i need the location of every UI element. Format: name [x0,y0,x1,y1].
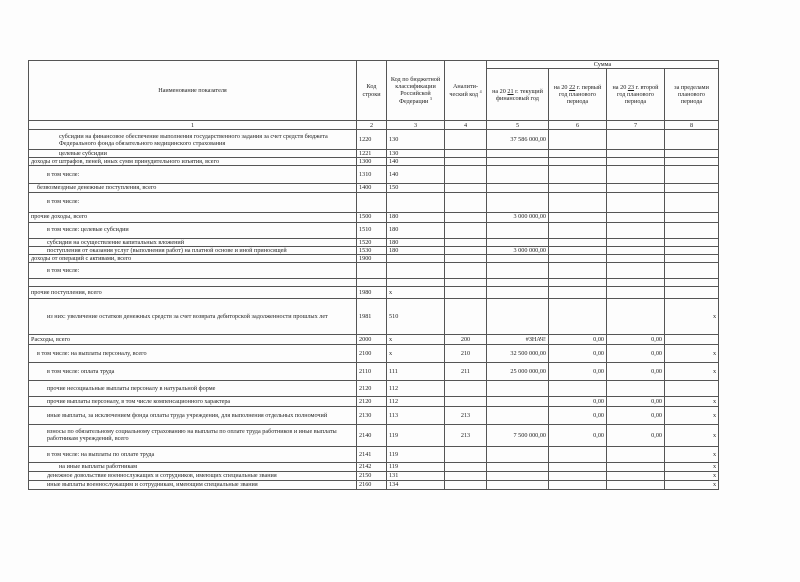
table-row [29,344,719,362]
row-sum-beyond [665,254,719,262]
table-row [29,254,719,262]
row-name: прочие доходы, всего [29,212,357,222]
header-beyond: за пределами планового периода [665,69,719,121]
row-sum-plan1 [549,286,607,298]
row-name: из них: увеличение остатков денежных средств за счет возврата дебиторской задолженности прошлых лет [29,298,357,334]
row-code: 2160 [357,480,387,489]
row-sum-plan1 [549,184,607,192]
row-analytic-code [445,246,487,254]
row-sum-plan2 [607,286,665,298]
table-row [29,424,719,446]
col-num-1: 1 [29,121,357,130]
row-sum-plan1 [549,246,607,254]
table-row [29,222,719,238]
row-sum-plan2 [607,130,665,150]
row-sum-plan1 [549,262,607,278]
row-sum-current: 3 000 000,00 [487,246,549,254]
row-name: прочие поступления, всего [29,286,357,298]
header-year2: на 20 22 г. первый год планового периода [549,69,607,121]
row-analytic-code [445,254,487,262]
row-sum-plan1 [549,150,607,158]
row-code [357,278,387,286]
col-num-8: 8 [665,121,719,130]
header-year3: на 20 23 г. второй год планового периода [607,69,665,121]
row-analytic-code [445,480,487,489]
row-sum-plan2 [607,462,665,471]
row-sum-beyond: х [665,362,719,380]
row-sum-plan1: 0,00 [549,362,607,380]
row-sum-plan2 [607,212,665,222]
row-sum-current [487,396,549,406]
row-sum-current: 25 000 000,00 [487,362,549,380]
row-analytic-code [445,462,487,471]
row-sum-plan2 [607,278,665,286]
row-sum-plan2 [607,246,665,254]
row-code: 2142 [357,462,387,471]
row-sum-beyond: х [665,446,719,462]
row-budget-code: 119 [387,424,445,446]
row-code: 1520 [357,238,387,246]
row-budget-code: 140 [387,158,445,166]
row-code: 2141 [357,446,387,462]
row-code: 2110 [357,362,387,380]
row-sum-current [487,222,549,238]
row-sum-current [487,298,549,334]
row-budget-code: 112 [387,380,445,396]
table-row [29,396,719,406]
row-sum-plan1: 0,00 [549,396,607,406]
table-row [29,184,719,192]
row-code: 1530 [357,246,387,254]
row-analytic-code [445,396,487,406]
row-sum-plan2 [607,480,665,489]
row-budget-code: 112 [387,396,445,406]
row-sum-current [487,286,549,298]
row-sum-beyond [665,286,719,298]
row-code: 2150 [357,471,387,480]
row-sum-plan1 [549,222,607,238]
row-budget-code: 134 [387,480,445,489]
row-analytic-code: 213 [445,424,487,446]
row-code: 1981 [357,298,387,334]
financial-plan-table [28,60,719,490]
row-budget-code: 119 [387,446,445,462]
row-name: Расходы, всего [29,334,357,344]
row-analytic-code [445,238,487,246]
row-name: иные выплаты, за исключением фонда оплаты труда учреждения, для выполнения отдельных полномочий [29,406,357,424]
row-sum-plan2 [607,150,665,158]
row-budget-code: х [387,286,445,298]
table-row [29,150,719,158]
table-row [29,334,719,344]
table-row [29,262,719,278]
row-sum-plan1: 0,00 [549,344,607,362]
row-sum-current: 32 500 000,00 [487,344,549,362]
row-budget-code: 113 [387,406,445,424]
row-analytic-code: 200 [445,334,487,344]
row-sum-beyond [665,222,719,238]
row-sum-plan2: 0,00 [607,344,665,362]
row-analytic-code [445,286,487,298]
row-sum-beyond: х [665,480,719,489]
row-budget-code: 180 [387,246,445,254]
header-analytic: Аналити- ческий код $^4$ [445,61,487,121]
row-sum-current: 37 586 000,00 [487,130,549,150]
table-row [29,212,719,222]
row-sum-current: 3 000 000,00 [487,212,549,222]
row-sum-current [487,184,549,192]
row-sum-current [487,480,549,489]
row-sum-plan2 [607,166,665,184]
row-sum-plan2 [607,158,665,166]
row-sum-current [487,158,549,166]
row-budget-code: 510 [387,298,445,334]
row-sum-plan1 [549,212,607,222]
table-row [29,480,719,489]
row-budget-code: 180 [387,212,445,222]
row-sum-current: 7 500 000,00 [487,424,549,446]
header-year1: на 20 21 г. текущий финансовый год [487,69,549,121]
row-name: на иные выплаты работникам [29,462,357,471]
row-name: взносы по обязательному социальному страхованию на выплаты по оплате труда работников и иные выплаты работникам учреждений, всего [29,424,357,446]
table-row [29,446,719,462]
row-code: 1300 [357,158,387,166]
row-sum-plan1 [549,192,607,212]
row-code [357,262,387,278]
row-budget-code [387,278,445,286]
row-budget-code: х [387,334,445,344]
table-row [29,462,719,471]
row-budget-code: 131 [387,471,445,480]
col-num-4: 4 [445,121,487,130]
header-name: Наименование показателя [29,61,357,121]
row-sum-beyond: х [665,396,719,406]
row-sum-beyond [665,192,719,212]
row-code: 1980 [357,286,387,298]
table-row [29,246,719,254]
row-budget-code: 150 [387,184,445,192]
table-row [29,278,719,286]
row-sum-beyond [665,166,719,184]
row-code: 1310 [357,166,387,184]
row-sum-beyond: х [665,406,719,424]
row-sum-plan1 [549,166,607,184]
row-sum-beyond: х [665,344,719,362]
row-sum-plan2 [607,254,665,262]
col-num-5: 5 [487,121,549,130]
row-sum-beyond [665,262,719,278]
row-sum-plan2 [607,298,665,334]
row-code: 1400 [357,184,387,192]
row-sum-plan1: 0,00 [549,424,607,446]
row-analytic-code [445,130,487,150]
row-analytic-code [445,192,487,212]
header-code: Код строки [357,61,387,121]
row-code: 1500 [357,212,387,222]
row-code: 2120 [357,396,387,406]
row-sum-beyond [665,150,719,158]
table-row [29,192,719,212]
row-budget-code: 180 [387,222,445,238]
table-row [29,380,719,396]
row-sum-plan1 [549,238,607,246]
row-sum-beyond [665,278,719,286]
row-sum-plan1: 0,00 [549,334,607,344]
row-sum-plan2: 0,00 [607,424,665,446]
row-budget-code: 130 [387,150,445,158]
table-row [29,286,719,298]
col-num-2: 2 [357,121,387,130]
row-sum-beyond: х [665,462,719,471]
row-sum-current [487,262,549,278]
row-analytic-code [445,166,487,184]
row-analytic-code [445,380,487,396]
row-analytic-code [445,446,487,462]
table-row [29,406,719,424]
row-sum-plan2: 0,00 [607,362,665,380]
row-code: 2100 [357,344,387,362]
table-row [29,238,719,246]
row-sum-plan1 [549,480,607,489]
row-budget-code: 119 [387,462,445,471]
row-analytic-code: 210 [445,344,487,362]
row-sum-current: #ЗНАЧ! [487,334,549,344]
row-sum-beyond [665,380,719,396]
col-num-6: 6 [549,121,607,130]
row-sum-plan2 [607,262,665,278]
table-row [29,362,719,380]
col-num-7: 7 [607,121,665,130]
row-name: в том числе: [29,192,357,212]
row-sum-plan1 [549,130,607,150]
row-sum-current [487,166,549,184]
row-sum-beyond [665,334,719,344]
row-name: в том числе: целевые субсидии [29,222,357,238]
row-name: иные выплаты военнослужащим и сотрудникам, имеющим специальные звания [29,480,357,489]
row-analytic-code: 213 [445,406,487,424]
row-sum-plan1 [549,446,607,462]
row-name: субсидии на финансовое обеспечение выполнения государственного задания за счет средств бюджета Федерального фонда обязательного медицинского страхования [29,130,357,150]
row-name: в том числе: на выплаты персоналу, всего [29,344,357,362]
row-sum-beyond [665,184,719,192]
row-name: в том числе: [29,166,357,184]
row-budget-code: 180 [387,238,445,246]
row-analytic-code [445,222,487,238]
row-sum-plan1 [549,462,607,471]
header-sum: Сумма [487,61,719,69]
row-analytic-code [445,158,487,166]
row-sum-current [487,238,549,246]
row-code: 1900 [357,254,387,262]
row-analytic-code [445,262,487,278]
row-sum-plan2: 0,00 [607,334,665,344]
row-sum-plan1 [549,380,607,396]
table-row [29,130,719,150]
row-analytic-code [445,150,487,158]
row-budget-code: 111 [387,362,445,380]
row-sum-plan2 [607,471,665,480]
row-analytic-code [445,184,487,192]
row-analytic-code [445,471,487,480]
row-sum-plan2 [607,184,665,192]
row-sum-beyond: х [665,424,719,446]
row-budget-code [387,192,445,212]
table-row [29,166,719,184]
row-sum-current [487,471,549,480]
row-sum-plan1 [549,254,607,262]
row-analytic-code [445,298,487,334]
row-name: в том числе: [29,262,357,278]
row-name: поступления от оказания услуг (выполнения работ) на платной основе и иной приносящей [29,246,357,254]
row-sum-plan2 [607,446,665,462]
row-code: 1510 [357,222,387,238]
table-row [29,471,719,480]
row-sum-plan2: 0,00 [607,406,665,424]
row-sum-plan2 [607,380,665,396]
row-sum-plan2 [607,238,665,246]
row-budget-code: х [387,344,445,362]
row-sum-plan2 [607,192,665,212]
row-code [357,192,387,212]
row-name: целевые субсидии [29,150,357,158]
header-budget-class: Код по бюджетной классификации Российской Федерации $^3$ [387,61,445,121]
row-budget-code [387,254,445,262]
row-sum-beyond [665,212,719,222]
row-sum-current [487,254,549,262]
row-name: в том числе: оплата труда [29,362,357,380]
row-code: 1220 [357,130,387,150]
row-name: доходы от штрафов, пеней, иных сумм принудительного изъятия, всего [29,158,357,166]
row-code: 1221 [357,150,387,158]
col-num-3: 3 [387,121,445,130]
row-budget-code [387,262,445,278]
row-sum-beyond [665,246,719,254]
row-analytic-code [445,278,487,286]
row-sum-plan1 [549,158,607,166]
row-sum-plan2 [607,222,665,238]
table-row [29,158,719,166]
row-analytic-code [445,212,487,222]
row-sum-beyond [665,158,719,166]
row-sum-beyond: х [665,471,719,480]
row-sum-current [487,446,549,462]
row-sum-current [487,278,549,286]
row-analytic-code: 211 [445,362,487,380]
table-row [29,298,719,334]
row-sum-current [487,406,549,424]
row-code: 2130 [357,406,387,424]
row-name: доходы от операций с активами, всего [29,254,357,262]
row-sum-beyond [665,130,719,150]
row-sum-current [487,192,549,212]
row-sum-beyond: х [665,298,719,334]
row-code: 2140 [357,424,387,446]
row-sum-current [487,380,549,396]
row-name [29,278,357,286]
row-name: прочие выплаты персоналу, в том числе компенсационного характера [29,396,357,406]
row-budget-code: 130 [387,130,445,150]
row-name: в том числе: на выплаты по оплате труда [29,446,357,462]
row-sum-plan2: 0,00 [607,396,665,406]
row-budget-code: 140 [387,166,445,184]
row-sum-current [487,150,549,158]
row-code: 2000 [357,334,387,344]
row-name: безвозмездные денежные поступления, всего [29,184,357,192]
row-name: денежное довольствие военнослужащих и сотрудников, имеющих специальные звания [29,471,357,480]
row-name: прочие несоциальные выплаты персоналу в натуральной форме [29,380,357,396]
row-name: субсидии на осуществление капитальных вложений [29,238,357,246]
row-sum-plan1 [549,471,607,480]
row-code: 2120 [357,380,387,396]
row-sum-plan1 [549,278,607,286]
row-sum-current [487,462,549,471]
row-sum-plan1: 0,00 [549,406,607,424]
row-sum-plan1 [549,298,607,334]
row-sum-beyond [665,238,719,246]
